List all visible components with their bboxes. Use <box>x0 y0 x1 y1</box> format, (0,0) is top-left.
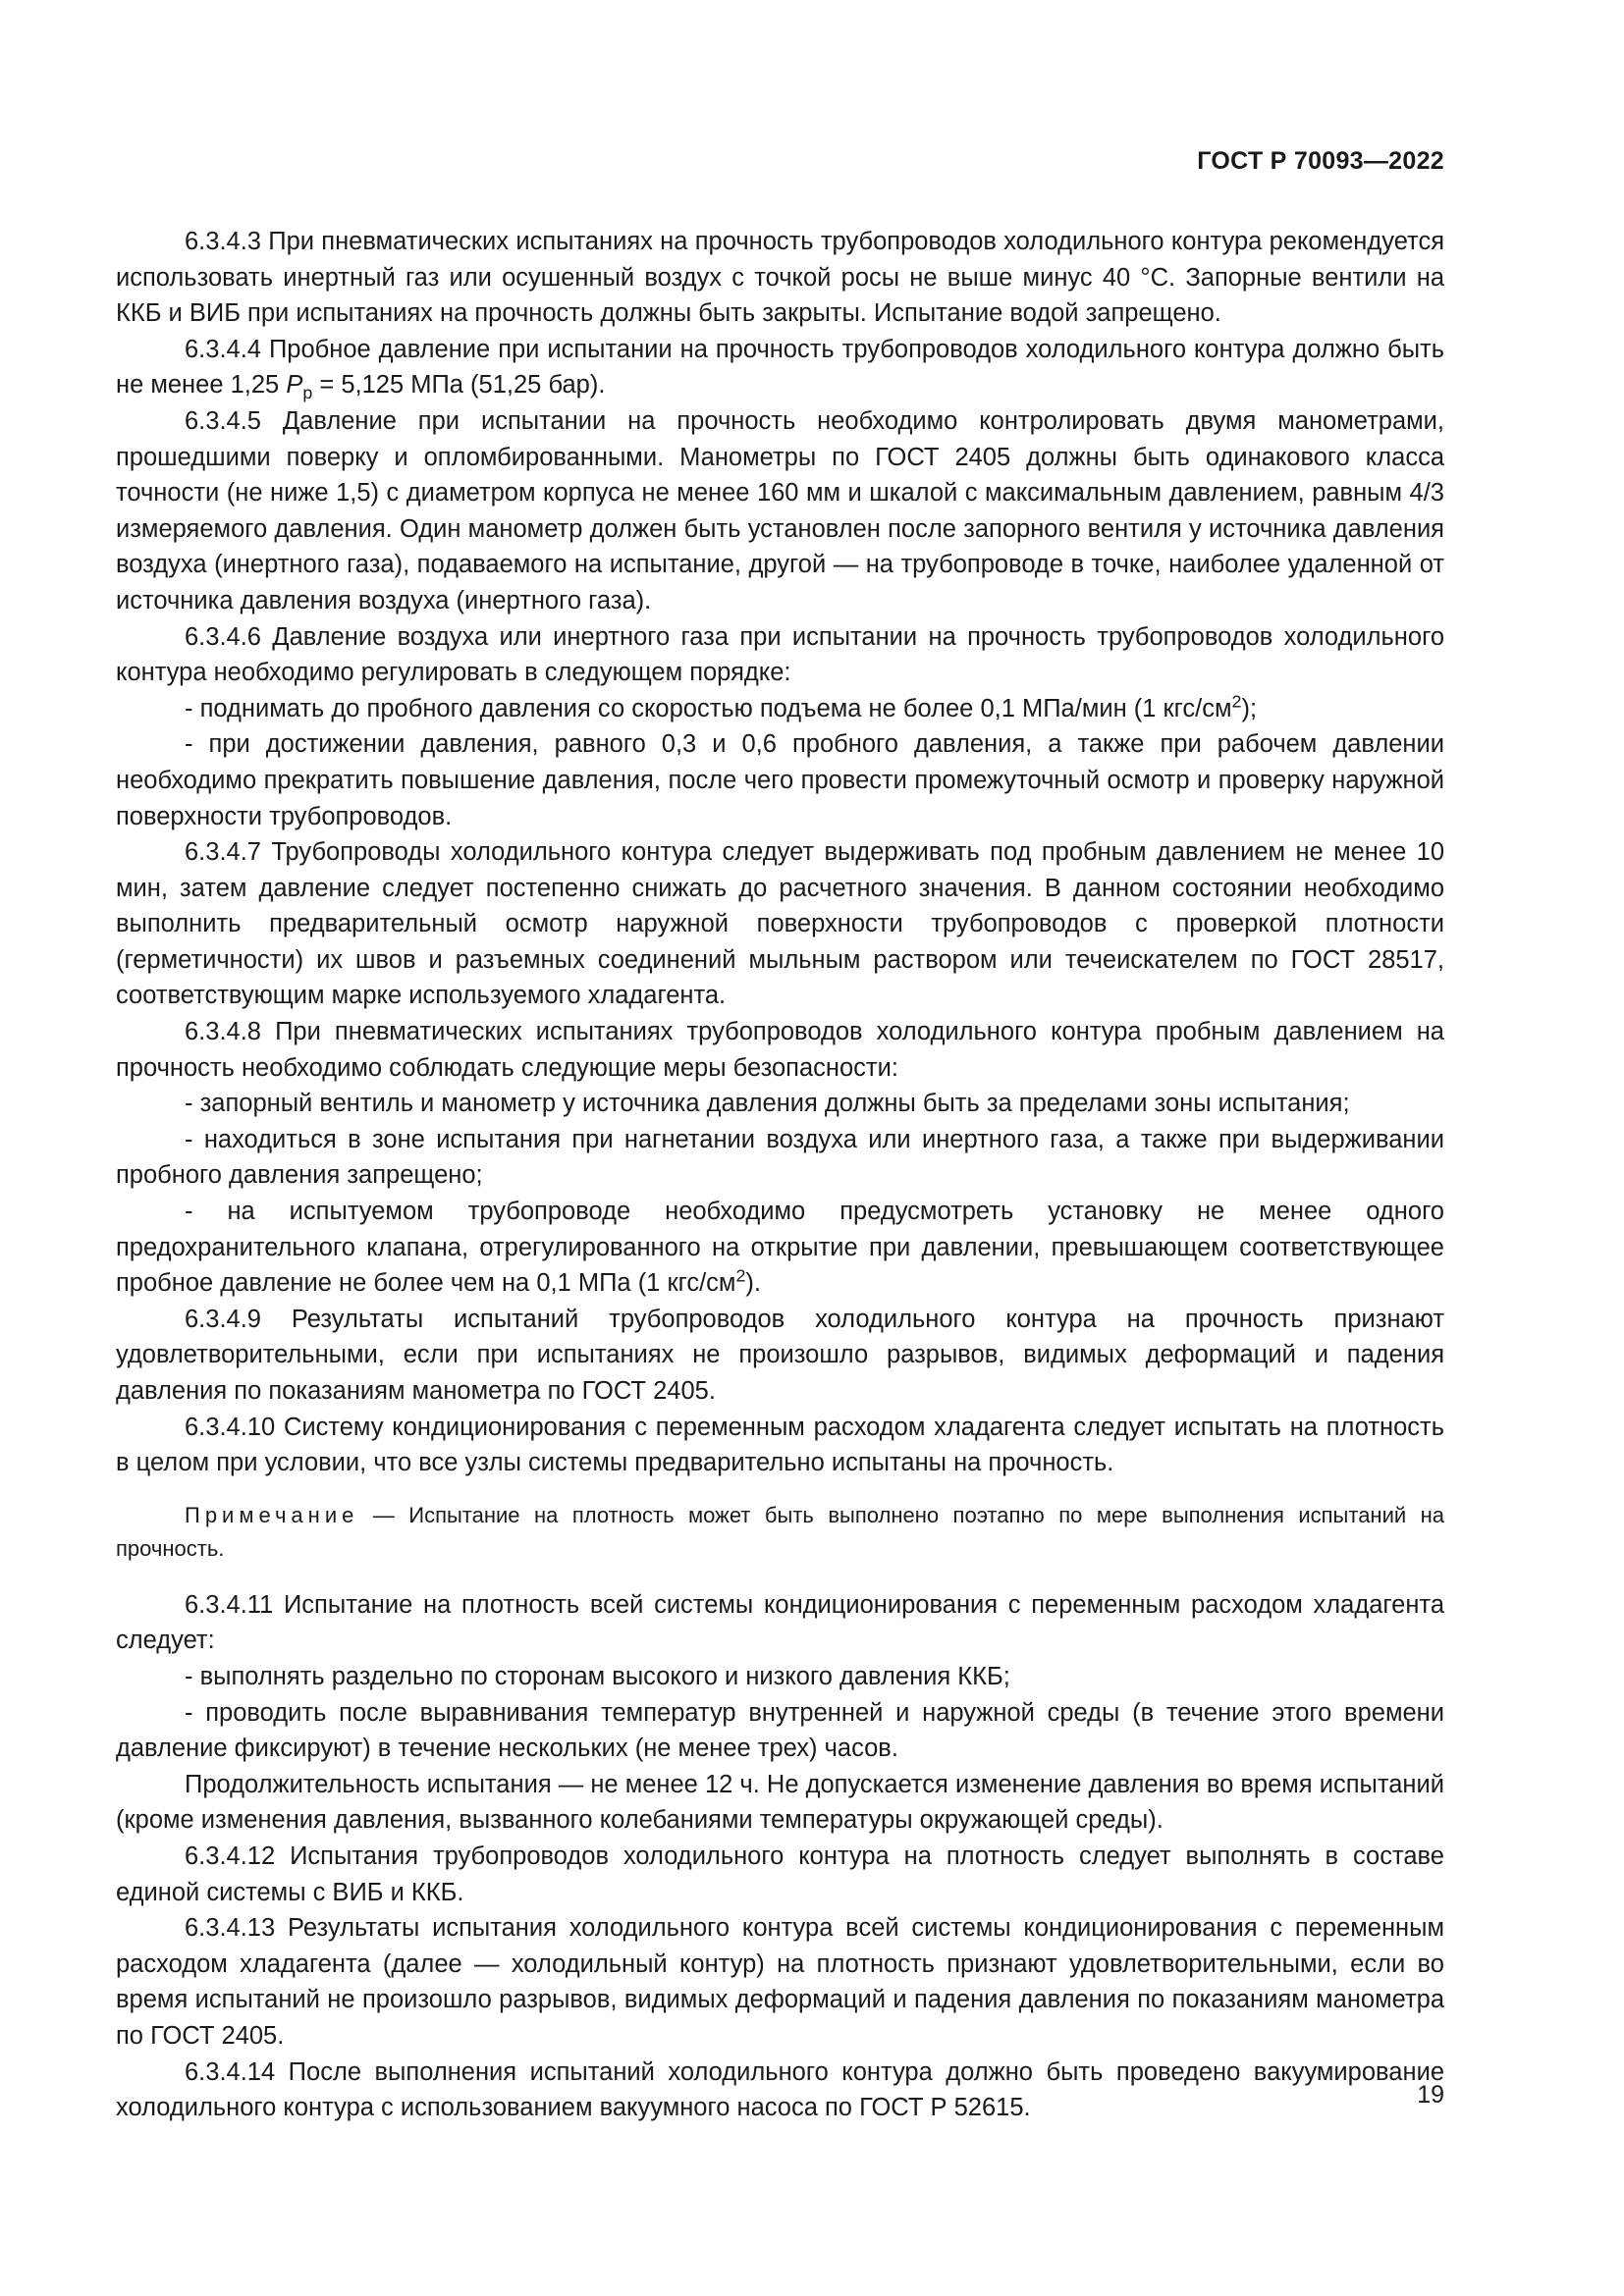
paragraph-6-3-4-6: 6.3.4.6 Давление воздуха или инертного газа при испытании на прочность трубопроводов холодильного контура необходимо регулировать в следующем порядке: <box>116 622 1444 687</box>
list-item: - при достижении давления, равного 0,3 и 0,6 пробного давления, а также при рабочем давлении необходимо прекратить повышение давления, после чего провести промежуточный осмотр и проверку наружной поверхности трубопроводов. <box>116 730 1444 830</box>
paragraph-6-3-4-4-text: 6.3.4.4 Пробное давление при испытании на прочность трубопроводов холодильного контура должно быть не менее 1,25 <box>116 335 1444 400</box>
document-code-header: ГОСТ Р 70093—2022 <box>1197 147 1444 175</box>
list-item: - выполнять раздельно по сторонам высокого и низкого давления ККБ; <box>185 1662 1010 1690</box>
paragraph-6-3-4-5: 6.3.4.5 Давление при испытании на прочность необходимо контролировать двумя манометрами, прошедшими поверку и опломбированными. Манометры по ГОСТ 2405 должны быть одинакового класса точности (не ниже 1,5) с диаметром корпуса не менее 160 мм и шкалой с максимальным давлением, равным 4/3 измеряемого давления. Один манометр должен быть установлен после запорного вентиля у источника давления воздуха (инертного газа), подаваемого на испытание, другой — на трубопроводе в точке, наиболее удаленной от источника давления воздуха (инертного газа). <box>116 406 1444 614</box>
paragraph-6-3-4-10: 6.3.4.10 Систему кондиционирования с переменным расходом хладагента следует испытать на плотность в целом при условии, что все узлы системы предварительно испытаны на прочность. <box>116 1413 1444 1477</box>
list-item <box>116 1194 1444 1302</box>
paragraph-6-3-4-13: 6.3.4.13 Результаты испытания холодильного контура всей системы кондиционирования с переменным расходом хладагента (далее — холодильный контур) на плотность признают удовлетворительными, если во время испытаний не произошло разрывов, видимых деформаций и падения давления по показаниям манометра по ГОСТ 2405. <box>116 1914 1444 2050</box>
paragraph-6-3-4-9: 6.3.4.9 Результаты испытаний трубопроводов холодильного контура на прочность признают удовлетворительными, если при испытаниях не произошло разрывов, видимых деформаций и падения давления по показаниям манометра по ГОСТ 2405. <box>116 1305 1444 1405</box>
pressure-symbol: P <box>286 371 303 400</box>
paragraph-6-3-4-8: 6.3.4.8 При пневматических испытаниях трубопроводов холодильного контура пробным давлением на прочность необходимо соблюдать следующие меры безопасности: <box>116 1018 1444 1082</box>
note-label: Примечание <box>185 1502 359 1527</box>
paragraph-6-3-4-4 <box>116 332 1444 403</box>
list-item-text: - поднимать до пробного давления со скоростью подъема не более 0,1 МПа/мин (1 кгс/см <box>185 694 1232 722</box>
pressure-subscript: р <box>302 383 313 403</box>
document-body <box>116 224 1444 2126</box>
list-item <box>116 691 1444 727</box>
paragraph-duration: Продолжительность испытания — не менее 12 ч. Не допускается изменение давления во время испытаний (кроме изменения давления, вызванного колебаниями температуры окружающей среды). <box>116 1770 1444 1835</box>
list-item-tail: ); <box>1241 694 1258 722</box>
paragraph-6-3-4-3: 6.3.4.3 При пневматических испытаниях на прочность трубопроводов холодильного контура рекомендуется использовать инертный газ или осушенный воздух с точкой росы не выше минус 40 °С. Запорные вентили на ККБ и ВИБ при испытаниях на прочность должны быть закрыты. Испытание водой запрещено. <box>116 228 1444 328</box>
superscript: 2 <box>735 1265 746 1286</box>
paragraph-6-3-4-14: 6.3.4.14 После выполнения испытаний холодильного контура должно быть проведено вакуумирование холодильного контура с использованием вакуумного насоса по ГОСТ Р 52615. <box>116 2057 1444 2122</box>
list-item: - проводить после выравнивания температур внутренней и наружной среды (в течение этого времени давление фиксируют) в течение нескольких (не менее трех) часов. <box>116 1698 1444 1763</box>
list-item: - запорный вентиль и манометр у источника давления должны быть за пределами зоны испытания; <box>185 1090 1350 1118</box>
page-number: 19 <box>1417 2081 1444 2109</box>
list-item: - находиться в зоне испытания при нагнетании воздуха или инертного газа, а также при выдерживании пробного давления запрещено; <box>116 1125 1444 1190</box>
note-text: — Испытание на плотность может быть выполнено поэтапно по мере выполнения испытаний на прочность. <box>116 1502 1444 1561</box>
list-item-tail: ). <box>745 1269 761 1298</box>
paragraph-6-3-4-4-value: = 5,125 МПа (51,25 бар). <box>312 371 606 400</box>
list-item-text: - на испытуемом трубопроводе необходимо предусмотреть установку не менее одного предохранительного клапана, отрегулированного на открытие при давлении, превышающем соответствующее пробное давление не более чем на 0,1 МПа (1 кгс/см <box>116 1198 1444 1298</box>
superscript: 2 <box>1231 691 1242 712</box>
paragraph-6-3-4-7: 6.3.4.7 Трубопроводы холодильного контура следует выдерживать под пробным давлением не менее 10 мин, затем давление следует постепенно снижать до расчетного значения. В данном состоянии необходимо выполнить предварительный осмотр наружной поверхности трубопроводов с проверкой плотности (герметичности) их швов и разъемных соединений мыльным раствором или течеискателем по ГОСТ 28517, соответствующим марке используемого хладагента. <box>116 838 1444 1010</box>
paragraph-6-3-4-11: 6.3.4.11 Испытание на плотность всей системы кондиционирования с переменным расходом хладагента следует: <box>116 1590 1444 1655</box>
paragraph-6-3-4-12: 6.3.4.12 Испытания трубопроводов холодильного контура на плотность следует выполнять в составе единой системы с ВИБ и ККБ. <box>116 1842 1444 1906</box>
note <box>116 1499 1444 1566</box>
